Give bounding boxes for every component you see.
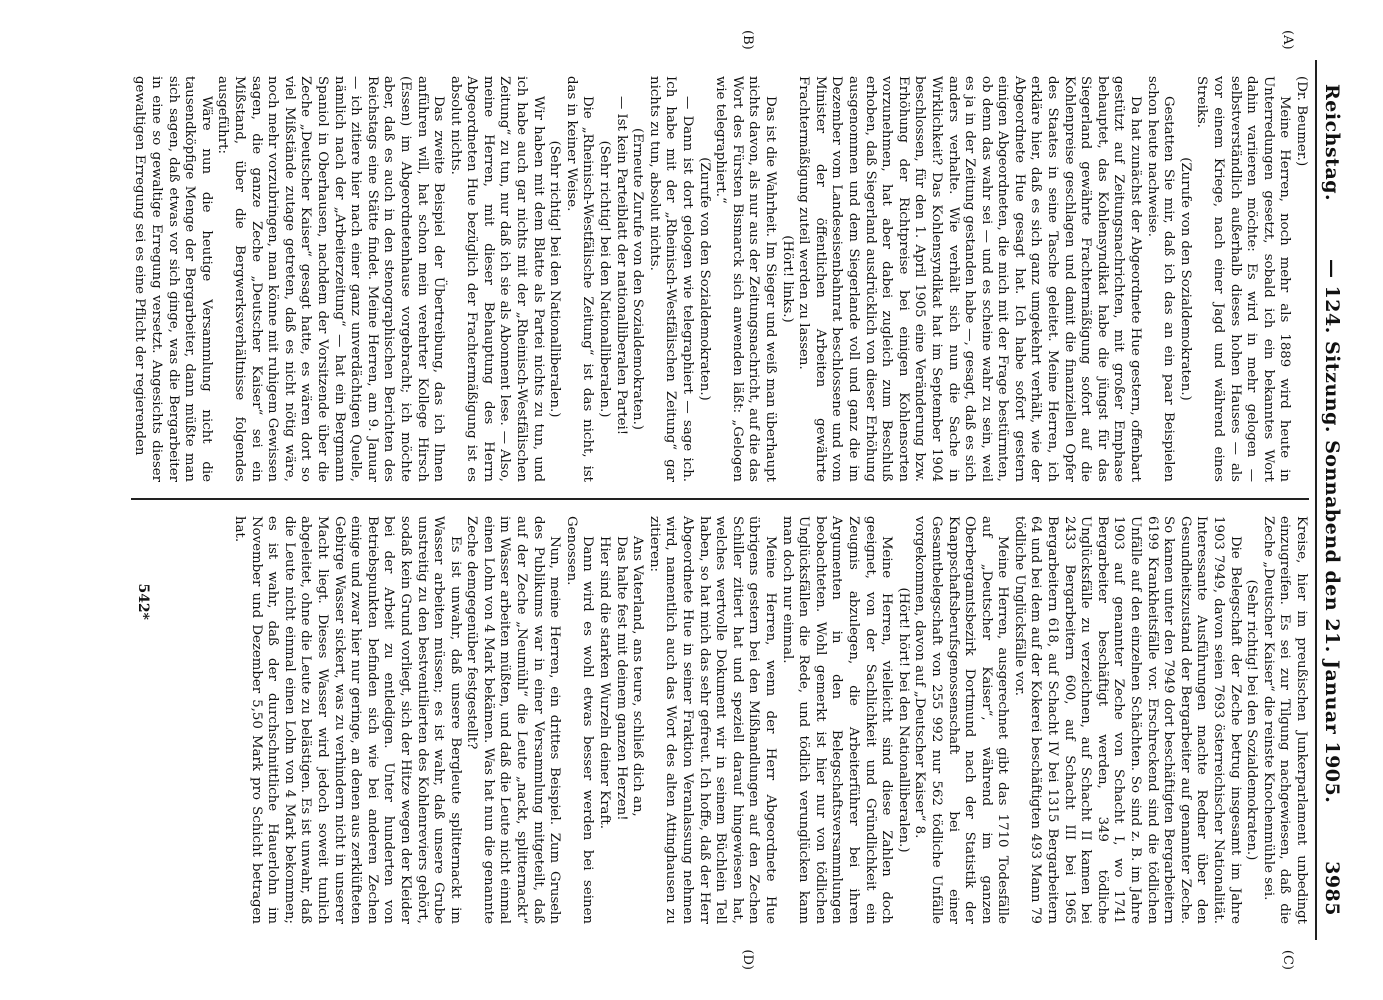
paragraph: Die Belegschaft der Zeche betrug insgesamt im Jahre 1903 7949, davon seien 7693 österreichischer Nationalität. Interessante Ausführungen machte Redner über den Gesundheitszustand der Bergarbeiter auf genannter Zeche. So kamen unter den 7949 dort beschäftigten Bergarbeitern 6199 Krankheitsfälle vor. Erschreckend sind die tödlichen Unfälle auf den einzelnen Schächten. So sind z. B. im Jahre 1903 auf genannter Zeche von Schacht I, wo 1741 Bergarbeiter beschäftigt werden, 349 tödliche Unglücksfälle zu verzeichnen, auf Schacht II kamen bei 2433 Bergarbeitern 600, auf Schacht III bei 1965 Bergarbeitern 618, auf Schacht IV bei 1315 Bergarbeitern 64 und bei dem auf der Kokerei beschäftigten 493 Mann 79 tödliche Unglücksfälle vor. xyxy=(1011,516,1243,924)
left-column xyxy=(131,60,1309,500)
interjection: (Sehr richtig! bei den Nationalliberalen.) xyxy=(547,140,563,418)
margin-marker-b: (B) xyxy=(740,30,755,50)
paragraph: Dann wird es wohl etwas besser werden bei seinen Genossen. xyxy=(563,516,596,924)
paragraph: Die „Rheinisch-Westfälische Zeitung“ ist das nicht, ist das in keiner Weise. xyxy=(563,76,596,482)
paragraph: Kreise, hier im preußischen Junkerparlament unbedingt einzugreifen. Es sei zur Tilgung nachgewiesen, daß die Zeche „Deutscher Kaiser“ die reinste Knochenmühle sei. xyxy=(1260,516,1309,924)
paragraph: Meine Herren, noch mehr als 1889 wird heute in Unterredungen gesetzt, sobald ich ein bekanntes Wort dahin variieren möchte: Es wird in mehr gelogen — selbstverständlich außerhalb dieses hohen Hauses — als vor einem Kriege, nach einer Jagd und während eines Streiks. xyxy=(1194,76,1293,482)
paragraph: Meine Herren, ausgerechnet gibt das 1710 Todesfälle auf „Deutscher Kaiser“, während im ganzen Oberbergamtsbezirk Dortmund nach der Statistik der Knappschaftsberufsgenossenschaft bei einer Gesamtbelegschaft von 255 992 nur 562 tödliche Unfälle vorgekommen, davon auf „Deutscher Kaiser“ 8. xyxy=(912,516,1011,924)
paragraph: Wäre nun die heutige Versammlung nicht die tausendköpfige Menge der Bergarbeiter, dann müßte man sich sagen, daß etwas vor sich ginge, was die Bergarbeiter in eine so gewaltige Erregung versetzt. Angesichts dieser gewaltigen Erregung sei es eine Pflicht der regierenden xyxy=(132,76,214,482)
right-column xyxy=(131,500,1309,940)
interjection: (Zurufe von den Sozialdemokraten.) xyxy=(1177,157,1193,401)
paragraph: Ans Vaterland, ans teure, schließ dich an, xyxy=(630,535,646,817)
paragraph: Nun, meine Herren, ein drittes Beispiel. Zum Gruseln des Publikums war in einer Versammlung mitgeteilt, daß auf der Zeche „Neumühl“ die Leute „nackt, splitternackt“ im Wasser arbeiten müßten, und daß die Leute nicht einmal einen Lohn von 4 Mark bekämen. Was hat nun die genannte Zeche demgegenüber festgestellt? xyxy=(464,516,563,924)
paragraph: — Ist kein Parteiblatt der nationalliberalen Partei! xyxy=(613,95,629,436)
interjection: (Zurufe von den Sozialdemokraten.) xyxy=(696,157,712,401)
paragraph: Gestatten Sie mir, daß ich das an ein paar Beispielen schon heute nachweise. xyxy=(1144,76,1177,482)
interjection: (Hört! links.) xyxy=(779,235,795,323)
paragraph: Es ist unwahr, daß unsere Bergleute splitternackt im Wasser arbeiten müssen; es ist wahr, daß unsere Grube unstreitig zu den bestventilierten des Kohlenreviers gehört, sodaß kein Grund vorliegt, sich der Hitze wegen der Kleider bei der Arbeit zu entledigen. Unter hunderten von Betriebspunkten befinden sich wie bei anderen Zechen einige und zwar hier nur geringe, an denen aus zerklüfteten Gebirge Wasser sickert, was zu verhindern nicht in unserer Macht liegt. Dieses Wasser wird jedoch soweit tunlich abgeleitet, ohne die Leute zu belästigen. Es ist unwahr, daß die Leute nicht einmal einen Lohn von 4 Mark bekommen; es ist wahr, daß der durchschnittliche Hauerlohn im November und Dezember 5,50 Mark pro Schicht betragen hat. xyxy=(232,516,463,924)
paragraph: Da hat zunächst der Abgeordnete Hue gestern, offenbart gestützt auf Zeitungsnachrichten, mit großer Emphase behauptet, das Kohlensyndikat habe die jüngst für das Siegerland gewährte Frachtermäßigung sofort auf die Kohlenpreise geschlagen und damit die finanziellen Opfer des Staates in seine Tasche geleitet. Meine Herren, ich erkläre hier, daß es sich ganz umgekehrt verhält, wie der Abgeordnete Hue gesagt hat. Ich habe sofort gestern einigen Abgeordneten, die mich mit der Frage bestürmten, ob denn das wahr sei — und es scheine wahr zu sein, weil es ja in der Zeitung gestanden habe —, gesagt, daß es sich anders verhalte. Wie verhält sich nun die Sache in Wirklichkeit? Das Kohlensyndikat hat im September 1904 beschlossen, für den 1. April 1905 eine Veränderung bzw. Erhöhung der Richtpreise bei einigen Kohlensorten vorzunehmen, hat aber dabei zugleich zum Beschluß erhoben, daß Siegerland ausdrücklich von dieser Erhöhung ausgenommen und dem Siegerlande voll und ganz die im Dezember vom Landeseisenbahnrat beschlossene und vom Minister der öffentlichen Arbeiten gewährte Frachtermäßigung zuteil werden zu lassen. xyxy=(796,76,1144,482)
header-left: Reichstag. xyxy=(1321,84,1343,202)
page-number: 3985 xyxy=(1321,861,1343,916)
paragraph: Wir haben mit dem Blatte als Partei nichts zu tun, und ich habe auch gar nichts mit der „Rheinisch-Westfälischen Zeitung“ zu tun, nur daß ich sie als Abonnent lese. — Also, meine Herren, mit dieser Behauptung des Herrn Abgeordneten Hue bezüglich der Frachtermäßigung ist es absolut nichts. xyxy=(447,76,546,482)
paragraph: — Dann ist dort gelogen wie telegraphiert — sage ich. Ich habe mit der „Rheinisch-Westfälischen Zeitung“ gar nichts zu tun, absolut nichts. xyxy=(646,76,696,482)
margin-marker-d: (D) xyxy=(740,949,755,970)
paragraph: (Dr. Beumer.) xyxy=(1294,76,1309,167)
paragraph: Das ist die Wahrheit. Im Sieger und weiß man überhaupt nichts davon, als nur aus der Zeitungsnachricht, auf die das Wort des Fürsten Bismarck sich anwenden läßt: „Gelogen wie telegraphiert.“ xyxy=(713,76,778,482)
paragraph: Das halte fest mit deinem ganzen Herzen! xyxy=(613,535,629,821)
page-header xyxy=(1315,60,1343,940)
header-title: — 124. Sitzung. Sonnabend den 21. Januar 1905. xyxy=(1321,258,1343,804)
text-columns xyxy=(131,30,1315,970)
paragraph: Das zweite Beispiel der Übertreibung, das ich Ihnen anführen will, hat schon mein verehrter Kollege Hirsch (Essen) im Abgeordnetenhause vorgebracht; ich möchte aber, daß es auch in den stenographischen Berichten des Reichstags eine Stätte findet. Meine Herren, am 9. Januar — ich zitiere hier nach einer ganz unverdächtigen Quelle, nämlich nach der „Arbeiterzeitung“ — hat ein Bergmann Spaniol in Oberhausen, nachdem der Vorsitzende über die Zeche „Deutscher Kaiser“ gesagt hatte, es wären dort so viel Mißstände zutage getreten, daß es nicht nötig wäre, noch mehr vorzubringen, man könne mit ruhigem Gewissen sagen, die ganze Zeche „Deutscher Kaiser“ sei ein Mißstand, über die Bergwerksverhältnisse folgendes ausgeführt: xyxy=(215,76,447,482)
signature-number: 542* xyxy=(135,583,151,620)
interjection: (Sehr richtig! bei den Sozialdemokraten.) xyxy=(1244,579,1260,861)
margin-marker-a: (A) xyxy=(1280,30,1295,50)
paragraph: Hier sind die starken Wurzeln deiner Kraft. xyxy=(597,535,613,829)
paragraph: Meine Herren, vielleicht sind diese Zahlen doch geeignet, von der Sachlichkeit und Gründlichkeit ein Zeugnis abzulegen, die Arbeiterführer bei ihren Argumenten in den Belegschaftsversammlungen beobachteten. Wohl gemerkt ist hier nur von tödlichen Unglücksfällen die Rede, und tödlich verunglücken kann man doch nur einmal. xyxy=(779,516,895,924)
interjection: (Erneute Zurufe von den Sozialdemokraten.) xyxy=(630,128,646,430)
interjection: (Sehr richtig! bei den Nationalliberalen.) xyxy=(597,140,613,418)
interjection: (Hört! hört! bei den Nationalliberalen.) xyxy=(895,587,911,853)
margin-marker-c: (C) xyxy=(1280,949,1295,970)
paragraph: Meine Herren, wenn der Herr Abgeordnete Hue übrigens gestern bei den Mißhandlungen auf den Zechen Schiller zitiert hat und speziell darauf hingewiesen hat, welches wertvolle Dokument wir in seinem Büchlein Tell haben, so hat mich das sehr gefreut. Ich hoffe, daß der Herr Abgeordnete Hue in seiner Fraktion Veranlassung nehmen wird, namentlich auch das Wort des alten Attinghausen zu zitieren: xyxy=(646,516,778,924)
